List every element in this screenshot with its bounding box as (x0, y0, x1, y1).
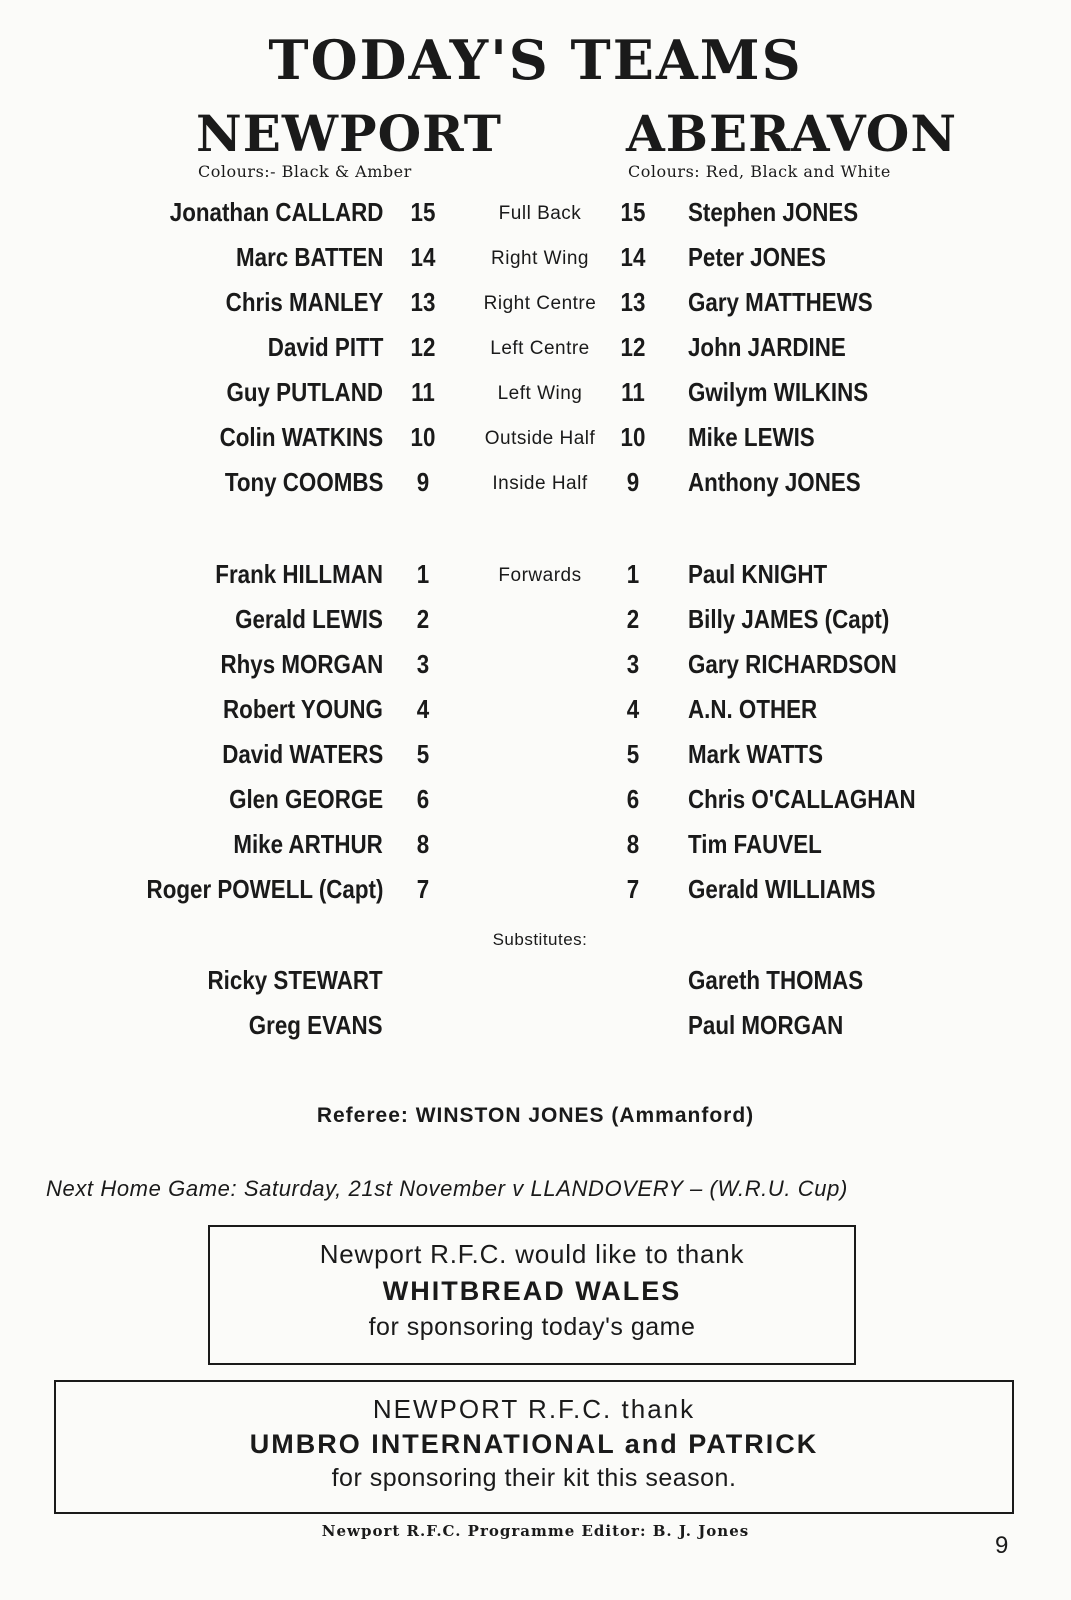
position-label: Full Back (498, 203, 582, 224)
home-player-number: 2 (416, 604, 430, 634)
home-player-name: Gerald LEWIS (235, 604, 383, 634)
substitute-row (0, 965, 1071, 1001)
away-player-number: 8 (626, 829, 640, 859)
away-player-name: John JARDINE (688, 332, 846, 362)
away-team-name: ABERAVON (626, 104, 958, 163)
away-player-name: Anthony JONES (688, 467, 861, 497)
lineup-row (0, 242, 1071, 278)
home-player-number: 15 (410, 197, 436, 227)
away-player-name: Stephen JONES (688, 197, 859, 227)
sponsor-name: WHITBREAD WALES (382, 1276, 682, 1306)
away-player-name: Paul KNIGHT (688, 559, 828, 589)
lineup-row (0, 559, 1071, 595)
home-player-number: 5 (416, 739, 430, 769)
position-label: Right Wing (491, 248, 589, 269)
home-player-number: 7 (416, 874, 430, 904)
sponsor-line-1: Newport R.F.C. would like to thank (319, 1239, 745, 1269)
lineup-row (0, 604, 1071, 640)
home-player-name: Frank HILLMAN (215, 559, 383, 589)
away-player-number: 14 (620, 242, 646, 272)
home-player-number: 13 (410, 287, 436, 317)
home-player-name: Robert YOUNG (223, 694, 383, 724)
home-player-name: Mike ARTHUR (233, 829, 383, 859)
home-player-number: 11 (411, 377, 435, 407)
away-team-colours: Colours: Red, Black and White (628, 162, 891, 181)
page-title: TODAY'S TEAMS (268, 28, 803, 92)
lineup-row (0, 467, 1071, 503)
home-player-name: Roger POWELL (Capt) (146, 874, 383, 904)
away-player-number: 9 (626, 467, 640, 497)
next-home-game: Next Home Game: Saturday, 21st November v LLANDOVERY – (W.R.U. Cup) (46, 1176, 848, 1201)
home-player-name: Marc BATTEN (235, 242, 383, 272)
home-team-name: NEWPORT (196, 104, 502, 163)
home-player-number: 1 (416, 559, 430, 589)
kit-sponsor-line-1: NEWPORT R.F.C. thank (372, 1394, 696, 1424)
programme-editor: Newport R.F.C. Programme Editor: B. J. Jones (321, 1522, 750, 1540)
home-player-number: 4 (416, 694, 430, 724)
away-player-name: Mark WATTS (688, 739, 824, 769)
home-player-number: 6 (416, 784, 430, 814)
away-player-number: 15 (620, 197, 646, 227)
home-player-name: Jonathan CALLARD (169, 197, 383, 227)
away-player-number: 2 (626, 604, 640, 634)
position-label: Inside Half (492, 473, 588, 494)
lineup-row (0, 694, 1071, 730)
away-player-name: Gerald WILLIAMS (688, 874, 876, 904)
lineup-row (0, 739, 1071, 775)
home-player-name: David WATERS (221, 739, 383, 769)
lineup-row (0, 332, 1071, 368)
lineup-row (0, 422, 1071, 458)
away-player-name: Chris O'CALLAGHAN (688, 784, 916, 814)
home-player-name: Glen GEORGE (228, 784, 383, 814)
sponsor-box (208, 1225, 856, 1365)
position-label: Left Centre (490, 338, 590, 359)
away-player-number: 6 (626, 784, 640, 814)
home-substitute-name: Ricky STEWART (207, 965, 383, 995)
away-player-name: Peter JONES (688, 242, 826, 272)
kit-sponsor-names: UMBRO INTERNATIONAL and PATRICK (249, 1429, 819, 1459)
sponsor-line-3: for sponsoring today's game (368, 1313, 696, 1341)
away-player-name: A.N. OTHER (688, 694, 818, 724)
away-player-number: 11 (621, 377, 645, 407)
home-player-number: 12 (410, 332, 436, 362)
position-label: Right Centre (483, 293, 597, 314)
position-label: Left Wing (497, 383, 583, 404)
home-player-number: 8 (416, 829, 430, 859)
away-player-name: Gwilym WILKINS (688, 377, 869, 407)
away-player-number: 12 (620, 332, 646, 362)
away-player-name: Gary MATTHEWS (688, 287, 873, 317)
position-label: Outside Half (484, 428, 596, 449)
home-substitute-name: Greg EVANS (249, 1010, 383, 1040)
away-player-name: Mike LEWIS (688, 422, 815, 452)
away-player-number: 7 (626, 874, 640, 904)
home-team-colours: Colours:- Black & Amber (198, 162, 412, 181)
away-player-name: Gary RICHARDSON (688, 649, 897, 679)
home-player-number: 9 (416, 467, 430, 497)
away-substitute-name: Paul MORGAN (688, 1010, 844, 1040)
away-player-name: Billy JAMES (Capt) (688, 604, 890, 634)
home-player-name: Chris MANLEY (225, 287, 383, 317)
home-player-name: David PITT (267, 332, 383, 362)
away-player-number: 10 (620, 422, 646, 452)
lineup-row (0, 287, 1071, 323)
kit-sponsor-box (54, 1380, 1014, 1514)
away-player-number: 13 (620, 287, 646, 317)
away-substitute-name: Gareth THOMAS (688, 965, 864, 995)
substitutes-label: Substitutes: (492, 930, 588, 949)
lineup-row (0, 874, 1071, 910)
page-number: 9 (995, 1532, 1009, 1559)
lineup-row (0, 649, 1071, 685)
substitute-row (0, 1010, 1071, 1046)
home-player-name: Rhys MORGAN (220, 649, 383, 679)
home-player-name: Tony COOMBS (224, 467, 383, 497)
home-player-number: 14 (410, 242, 436, 272)
away-player-name: Tim FAUVEL (688, 829, 822, 859)
lineup-row (0, 829, 1071, 865)
away-player-number: 3 (626, 649, 640, 679)
home-player-name: Colin WATKINS (219, 422, 383, 452)
lineup-row (0, 377, 1071, 413)
home-player-number: 3 (416, 649, 430, 679)
referee-line: Referee: WINSTON JONES (Ammanford) (316, 1104, 755, 1127)
home-player-name: Guy PUTLAND (226, 377, 383, 407)
lineup-row (0, 784, 1071, 820)
position-label: Forwards (498, 565, 582, 586)
away-player-number: 4 (626, 694, 640, 724)
lineup-row (0, 197, 1071, 233)
away-player-number: 1 (626, 559, 640, 589)
away-player-number: 5 (626, 739, 640, 769)
home-player-number: 10 (410, 422, 436, 452)
kit-sponsor-line-3: for sponsoring their kit this season. (331, 1464, 737, 1492)
